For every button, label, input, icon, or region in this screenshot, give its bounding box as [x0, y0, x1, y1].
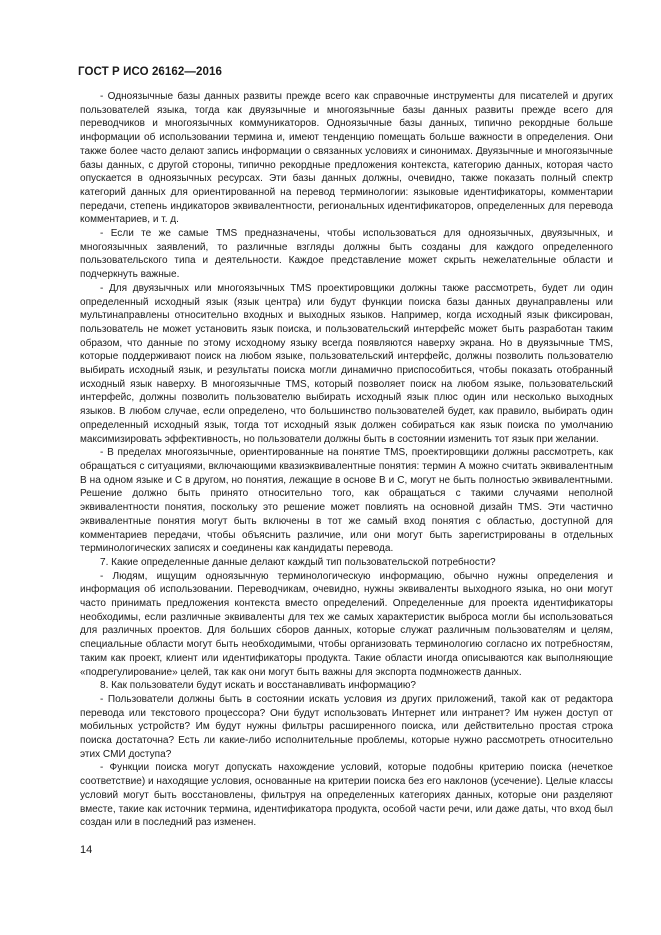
page-number: 14 [80, 844, 93, 856]
paragraph-6: - Пользователи должны быть в состоянии искать условия из других приложений, такой как от редактора перевода или текстового процессора? Они будут использовать Интернет или интранет? Им нужен доступ от мобильных устройств? Им будут нужны фильтры расширенного поиска, или действительно простая строка поиска достаточна? Есть ли какие-либо исполнительные проблемы, которые нужно рассмотреть относительно этих СМИ доступа? [80, 693, 613, 760]
paragraph-3: - Для двуязычных или многоязычных TMS проектировщики должны также рассмотреть, будет ли один определенный исходный язык (язык центра) или будут функции поиска базы данных двунаправлены или мультинаправлены относительно входных и выходных языков. Например, когда исходный язык фиксирован, пользователь не может установить язык поиска, и пользовательский интерфейс может быть разработан таким образом, что данные по этому исходному языку всегда появляются наверху экрана. Но в двуязычные TMS, которые поддерживают поиск на любом языке, пользовательский интерфейс, должны позволить пользователю выбирать исходный язык, и результаты поиска могли динамично приспособиться, чтобы показать отобранный исходный язык наверху. В многоязычные TMS, который позволяет поиск на любом языке, пользовательский интерфейс, должны позволить пользователю выбирать исходный язык плюс один или несколько выходных языков. В любом случае, если определено, что большинство пользователей будет, как правило, выбирать один определенный исходный язык, тогда тот исходный язык должен собираться как язык поиска по умолчанию максимизировать эффективность, но пользователи должны быть в состоянии изменить тот язык при желании. [80, 282, 613, 445]
paragraph-7: - Функции поиска могут допускать нахождение условий, которые подобны критерию поиска (нечеткое соответствие) и находящие условия, основанные на критерии поиска без его наклонов (усечение). Целые классы условий могут быть восстановлены, фильтруя на определенных категориях данных, которые они разделяют вместе, такие как источник термина, идентификатора продукта, особой части речи, или даже даты, что вход был создан или в последний раз изменен. [80, 762, 613, 829]
paragraph-1: - Одноязычные базы данных развиты прежде всего как справочные инструменты для писателей и других пользователей языка, тогда как двуязычные и многоязычные базы данных развиты прежде всего для переводчиков и многоязычных коммуникаторов. Одноязычные базы данных, типично рекордные больше информации об использовании термина и, имеют тенденцию помещать больше важности в определения. Они также более часто делают запись информации о связанных условиях и синонимах. Двуязычные и многоязычные базы данных, с другой стороны, типично рекордные предложения контекста, категорию данных, которая часто опускается в одноязычных ресурсах. Эти базы данных должны, очевидно, также показать полный спектр категорий данных для ориентированной на перевод терминологии: языковые идентификаторы, комментарии передачи, степень индикаторов эквивалентности, региональных идентификаторов, определенных для перевода комментариев, и т. д. [80, 91, 613, 226]
paragraph-2: - Если те же самые TMS предназначены, чтобы использоваться для одноязычных, двуязычных, и многоязычных заявлений, то различные взгляды должны быть созданы для каждого определенного пользовательского типа и деятельности. Каждое представление может скрыть нежелательные области и подчеркнуть важные. [80, 228, 613, 281]
document-header: ГОСТ Р ИСО 26162—2016 [78, 66, 223, 78]
document-body [80, 90, 613, 830]
question-7: 7. Какие определенные данные делают каждый тип пользовательской потребности? [100, 556, 496, 568]
question-8: 8. Как пользователи будут искать и восстанавливать информацию? [100, 680, 416, 692]
paragraph-5: - Людям, ищущим одноязычную терминологическую информацию, обычно нужны определения и информация об использовании. Переводчикам, очевидно, нужны эквиваленты выходного языка, но они могут часто принимать предложения контекста вместо определений. Определенные для проекта идентификаторы необходимы, если различные эквиваленты для тех же самых характеристик выброса могли бы использоваться для различных проектов. Для больших сборов данных, которые служат различным пользователям и целям, специальные области могут быть необходимыми, чтобы организовать терминологию согласно их потребностям, таким как проект, клиент или идентификаторы продукта. Такие области иногда описываются как выполняющие «подрегулирование» целей, так как они могут быть важны для экспорта подмножеств данных. [80, 570, 613, 678]
paragraph-4: - В пределах многоязычные, ориентированные на понятие TMS, проектировщики должны рассмотреть, как обращаться с ситуациями, включающими квазиэквивалентные понятия: термин А можно считать эквивалентным В на одном языке и С в другом, но понятия, лежащие в основе В и С, могут не быть полностью эквивалентными. Решение должно быть принято относительно того, как обращаться с такими случаями неполной эквивалентности понятия, поскольку это решение может повлиять на основной дизайн TMS. Эти частично эквивалентные понятия могут быть включены в тот же самый вход понятия с областью, доступной для комментариев передачи, чтобы объяснить различие, или они могут быть зарегистрированы в отдельных терминологических записях и соединены как кандидаты перевода. [80, 447, 613, 555]
